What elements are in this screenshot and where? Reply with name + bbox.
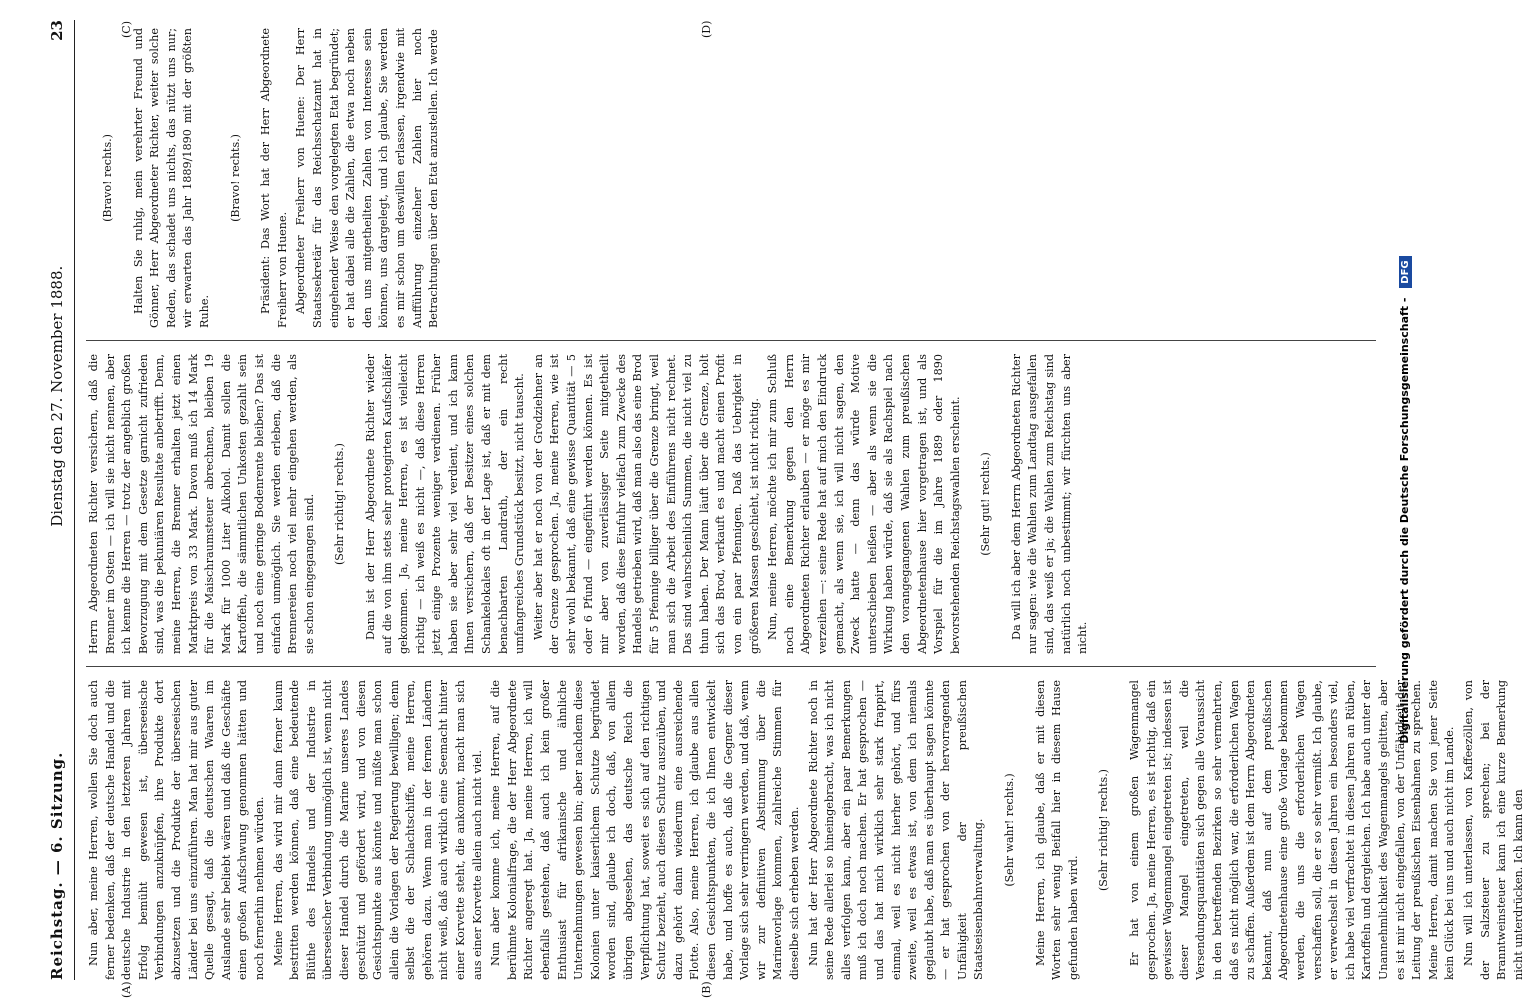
paragraph: Da will ich aber dem Herrn Abgeordneten Richter nur sagen: wie die Wahlen zum Landtag ausgefallen sind, das weiß er ja; die Wahlen zum Reichstag sind natürlich noch unbestimmt; wir fürchten uns aber nicht. [1009, 354, 1090, 654]
column-divider [86, 666, 1376, 667]
page-header [40, 20, 75, 980]
margin-letter-b: (B) [700, 981, 713, 998]
paragraph: Nun hat der Herr Abgeordnete Richter noch in seine Rede allerlei so hineingebracht, was ich nicht alles verfolgen kann, aber ein paar Bemerkungen muß ich doch noch machen. Er hat gesprochen — und das hat mich wirklich sehr stark frappirt, einmal, weil es nicht hierher gehört, und fürs zweite, weil es etwas ist, von dem ich niemals geglaubt habe, daß man es überhaupt sagen könnte — er hat gesprochen von der hervorragenden Unfähigkeit der preußischen Staatseisenbahnverwaltung. [806, 680, 986, 980]
paragraph: Nun aber komme ich, meine Herren, auf die berühmte Kolonialfrage, die der Herr Abgeordnete Richter angeregt hat. Ja, meine Herren, ich will ebenfalls gestehen, daß auch ich kein großer Enthusiast für afrikanische und ähnliche Unternehmungen gewesen bin; aber nachdem diese Kolonien unter kaiserlichem Schutze begründet worden sind, glaube ich doch, daß, von allem übrigen abgesehen, das deutsche Reich die Verpflichtung hat, soweit es sich auf den richtigen Schutz bezieht, auch diesen Schutz auszuüben, und dazu gehört dann wiederum eine ausreichende Flotte. Also, meine Herren, ich glaube aus allen diesen Gesichtspunkten, die ich Ihnen entwickelt habe, und hoffe es auch, daß die Gegner dieser Vorlage sich sehr verringern werden, und daß, wenn wir zur definitiven Abstimmung über die Marinevorlage kommen, zahlreiche Stimmen für dieselbe sich erheben werden. [489, 680, 801, 980]
paragraph: Halten Sie ruhig, mein verehrter Freund und Gönner, Herr Abgeordneter Richter, weiter solche Reden, das schadet uns nichts, das nützt uns nur; wir erwarten das Jahr 1889/1890 mit der größten Ruhe. [131, 28, 211, 328]
header-session: Reichstag. — 6. Sitzung. [48, 751, 66, 980]
margin-letter-c: (C) [120, 21, 133, 38]
applause-note: (Sehr wahr! rechts.) [1003, 773, 1017, 887]
applause-note: (Sehr richtig! rechts.) [333, 443, 347, 565]
margin-letter-d: (D) [700, 20, 713, 38]
paragraph: Abgeordneter Freiherr von Huene: Der Herr Staatssekretär für das Reichsschatzamt hat in eingehender Weise den vorgelegten Etat begründet; er hat dabei alle die Zahlen, die etwa noch neben den uns mitgetheilten Zahlen von Interesse sein können, uns dargelegt, und ich glaube, Sie werden es mir schon um deswillen erlassen, irgendwie mit Aufführung einzelner Zahlen hier noch Betrachtungen über den Etat anzustellen. Ich werde [294, 28, 441, 328]
text-column-3 [86, 28, 1376, 328]
applause-note: (Sehr richtig! rechts.) [1097, 769, 1111, 891]
paragraph: Dann ist der Herr Abgeordnete Richter wieder auf die von ihm stets sehr protegirten Kaufschläfer gekommen. Ja, meine Herren, es ist vielleicht richtig — ich weiß es nicht —, daß diese Herren jetzt einige Prozente weniger verdienen. Früher haben sie aber sehr viel verdient, und ich kann Ihnen versichern, daß der Besitzer eines solchen Schankelokales oft in der Lage ist, daß er mit dem benachbarten Landrath, der ein recht umfangreiches Grundstück besitzt, nicht tauscht. [363, 354, 527, 654]
president-statement: Präsident: Das Wort hat der Herr Abgeordnete Freiherr von Huene. [259, 28, 289, 328]
paragraph: Herrn Abgeordneten Richter versichern, daß die Brenner im Osten — ich will sie nicht nennen, aber ich kenne die Herren — trotz der angeblich großen Bevorzugung mit dem Gesetze garnicht zufrieden sind, was die pekuniären Resultate anbetrifft. Denn, meine Herren, die Brenner erhalten jetzt einen Marktpreis von 33 Mark. Davon muß ich 14 Mark für die Maischraumsteuer abrechnen, bleiben 19 Mark für 1000 Liter Alkohol. Damit sollen die Kartoffeln, die sämmtlichen Unkosten gezahlt sein und noch eine geringe Bodenrente bleiben? Das ist einfach unmöglich. Sie werden erleben, daß die Brennereien noch viel mehr eingehen werden, als sie schon eingegangen sind. [87, 354, 316, 654]
applause-note: (Bravo! rechts.) [101, 134, 114, 222]
margin-letter-a: (A) [120, 981, 133, 998]
paragraph: Nun, meine Herren, möchte ich mir zum Schluß noch eine Bemerkung gegen den Herrn Abgeordneten Richter erlauben — er möge es mir verzeihen —: seine Rede hat auf mich den Eindruck gemacht, als wenn sie, ich will nicht sagen, den Zweck hatte — denn das würde Motive unterschieben heißen — aber als wenn sie die Wirkung haben würde, daß sie als Rachspiel nach den vorangegangenen Wahlen zum preußischen Abgeordnetenhause hier vorgetragen ist, und als Vorspiel für die im Jahre 1889 oder 1890 bevorstehenden Reichstagswahlen erscheint. [766, 354, 962, 654]
paragraph: Meine Herren, ich glaube, daß er mit diesen Worten sehr wenig Beifall hier in diesem Hause gefunden haben wird. [1033, 680, 1080, 980]
text-column-2 [86, 354, 1376, 654]
header-date: Dienstag den 27. November 1888. [48, 265, 66, 527]
applause-note: (Sehr gut! rechts.) [979, 452, 993, 556]
digitization-credit [1398, 20, 1412, 980]
credit-text: Digitalisierung gefördert durch die Deutsche Forschungsgemeinschaft - [1398, 297, 1411, 744]
text-column-1 [86, 680, 1525, 980]
paragraph: Meine Herren, das wird mir dann ferner kaum bestritten werden können, daß eine bedeutende Blüthe des Handels und der Industrie in überseeischer Verbindung unmöglich ist, wenn nicht dieser Handel durch die Marine unseres Landes geschützt und gefördert wird, und von diesen Gesichtspunkte aus könnte und müßte man schon allein die Vorlagen der Regierung bewilligen; denn selbst die der Schlachtschiffe, meine Herren, gehören dazu. Wenn man in der fernen Ländern nicht weiß, daß auch wirklich eine Seemacht hinter einer Korvette steht, die ankommt, macht man sich aus einer Korvette allein auch nicht viel. [271, 680, 484, 980]
paragraph: Weiter aber hat er noch von der Grodziehner an der Grenze gesprochen. Ja, meine Herren, wie ist sehr wohl bekannt, daß eine gewisse Quantität — 5 oder 6 Pfund — eingeführt werden können. Es ist mir aber von zuverlässiger Seite mitgetheilt worden, daß diese Einfuhr vielfach zum Zwecke des Handels getrieben wird, daß man also das eine Brod für 5 Pfennige billiger über die Grenze bringt, weil man sich die Arbeit des Einführens nicht rechnet. Das sind wahrscheinlich Summen, die nicht viel zu thun haben. Der Mann läuft über die Grenze, holt sich das Brod, verkauft es und macht einen Profit von ein paar Pfennigen. Daß das Uebrigkeit in größeren Massen geschieht, ist nicht richtig. [531, 354, 761, 654]
paragraph: Nun will ich unterlassen, von Kaffeezöllen, von der Salzsteuer zu sprechen; bei der Branntweinsteuer kann ich eine kurze Bemerkung nicht unterdrücken. Ich kann den [1461, 680, 1525, 980]
column-divider [86, 340, 1376, 341]
applause-note: (Bravo! rechts.) [228, 134, 242, 222]
paragraph: Nun aber, meine Herren, wollen Sie doch auch ferner bedenken, daß der deutsche Handel und die deutsche Industrie in den letzteren Jahren mit Erfolg bemüht gewesen ist, überseeische Verbindungen anzuknüpfen, ihre Produkte dort abzusetzen und die Produkte der überseeischen Länder bei uns einzuführen. Man hat mir aus guter Quelle gesagt, daß die deutschen Waaren im Auslande sehr beliebt wären und daß die Geschäfte einen großen Aufschwung genommen hätten und noch fernerhin nehmen würden. [87, 680, 266, 980]
paragraph: Er hat von einem großen Wagenmangel gesprochen. Ja, meine Herren, es ist richtig, daß ein gewisser Wagenmangel eingetreten ist; indessen ist dieser Mangel eingetreten, weil die Versendungsquantitäten sich gegen alle Voraussicht in den betreffenden Bezirken so sehr vermehrten, daß es nicht möglich war, die erforderlichen Wagen zu schaffen. Außerdem ist dem Herrn Abgeordneten bekannt, daß nun auf dem preußischen Abgeordnetenhause eine große Vorlage bekommen werden, die uns die erforderlichen Wagen verschaffen soll, die er so sehr vermißt. Ich glaube, er verwechselt in diesen Jahren ein besonders viel, ich habe viel verfrachtet in diesen Jahren an Rüben, Kartoffeln und dergleichen. Ich habe auch unter der Unannehmlichkeit des Wagenmangels gelitten, aber es ist mir nicht eingefallen, von der Unfähigkeit der Leitung der preußischen Eisenbahnen zu sprechen. Meine Herren, damit machen Sie von jener Seite kein Glück bei uns und auch nicht im Lande. [1128, 680, 1457, 980]
page-number: 23 [48, 20, 66, 41]
dfg-logo-badge: DFG [1399, 256, 1412, 287]
